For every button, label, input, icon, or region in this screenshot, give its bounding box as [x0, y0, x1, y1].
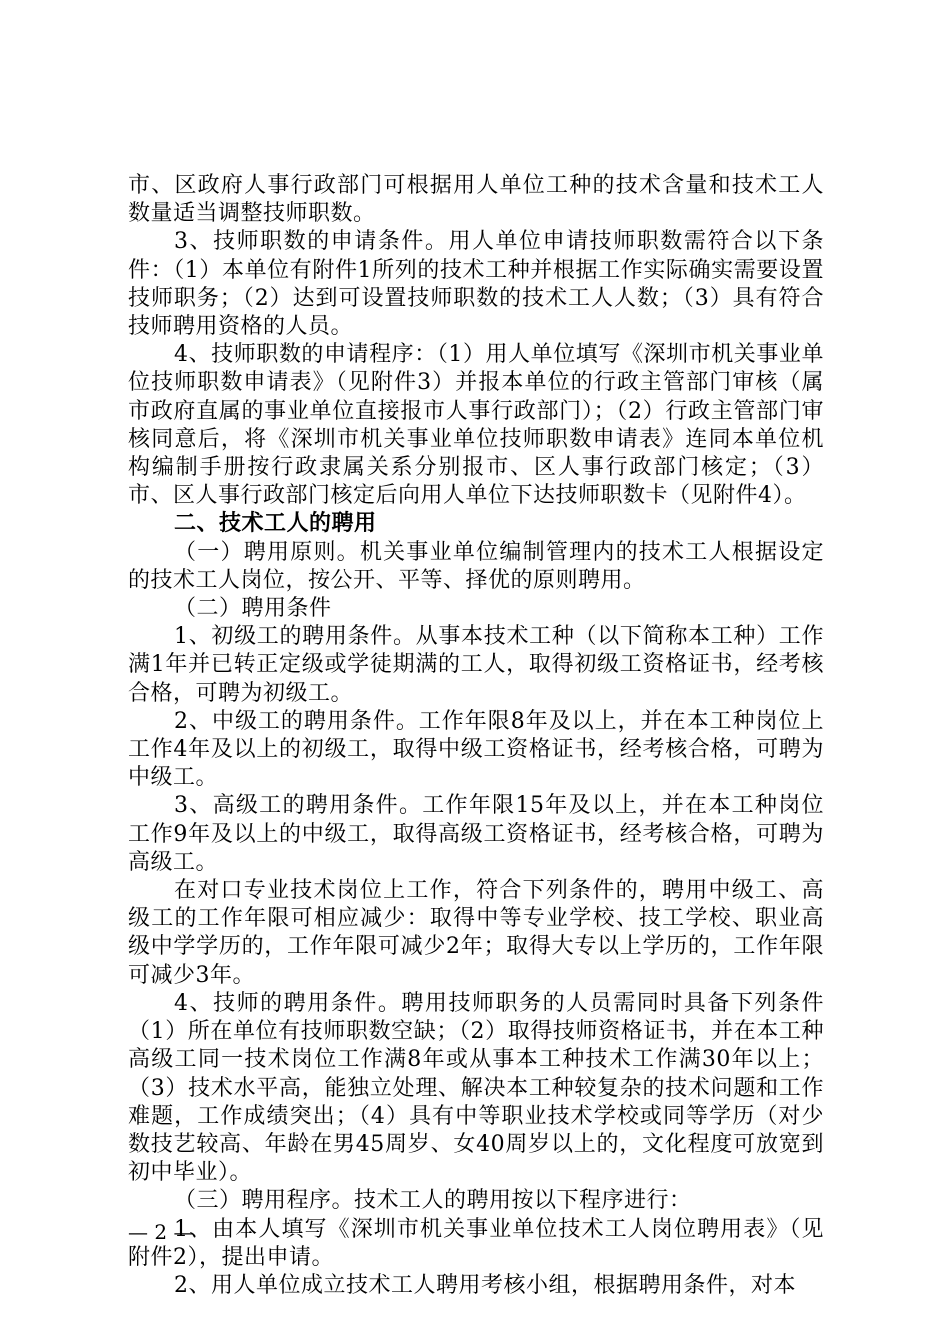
- paragraph: 3、技师职数的申请条件。用人单位申请技师职数需符合以下条件：（1）本单位有附件1所列的技术工种并根据工作实际确实需要设置技师职务；（2）达到可设置技师职数的技术工人人数；（3）具有符合技师聘用资格的人员。: [128, 229, 824, 340]
- paragraph: 1、初级工的聘用条件。从事本技术工种（以下简称本工种）工作满1年并已转正定级或学徒期满的工人，取得初级工资格证书，经考核合格，可聘为初级工。: [128, 624, 824, 706]
- paragraph: （一）聘用原则。机关事业单位编制管理内的技术工人根据设定的技术工人岗位，按公开、平等、择优的原则聘用。: [128, 539, 824, 593]
- paragraph: （三）聘用程序。技术工人的聘用按以下程序进行：: [174, 1188, 692, 1214]
- document-body: [128, 172, 824, 1300]
- paragraph: 在对口专业技术岗位上工作，符合下列条件的，聘用中级工、高级工的工作年限可相应减少：取得中等专业学校、技工学校、职业高级中学学历的，工作年限可减少2年；取得大专以上学历的，工作年限可减少3年。: [128, 878, 824, 988]
- paragraph: 2、中级工的聘用条件。工作年限8年及以上，并在本工种岗位上工作4年及以上的初级工，取得中级工资格证书，经考核合格，可聘为中级工。: [128, 708, 824, 791]
- section-heading: 二、技术工人的聘用: [174, 511, 377, 537]
- paragraph: 4、技师的聘用条件。聘用技师职务的人员需同时具备下列条件（1）所在单位有技师职数空缺；（2）取得技师资格证书，并在本工种高级工同一技术岗位工作满8年或从事本工种技术工作满30年以上；（3）技术水平高，能独立处理、解决本工种较复杂的技术问题和工作难题，工作成绩突出；（4）具有中等职业技术学校或同等学历（对少数技艺较高、年龄在男45周岁、女40周岁以上的，文化程度可放宽到初中毕业）。: [128, 990, 824, 1186]
- paragraph: 3、高级工的聘用条件。工作年限15年及以上，并在本工种岗位工作9年及以上的中级工，取得高级工资格证书，经考核合格，可聘为高级工。: [128, 793, 824, 875]
- page-number: — 2 —: [128, 1220, 194, 1244]
- paragraph: 市、区政府人事行政部门可根据用人单位工种的技术含量和技术工人数量适当调整技师职数。: [128, 173, 824, 227]
- paragraph: 4、技师职数的申请程序：（1）用人单位填写《深圳市机关事业单位技师职数申请表》（见附件3）并报本单位的行政主管部门审核（属市政府直属的事业单位直接报市人事行政部门）；（2）行政主管部门审核同意后，将《深圳市机关事业单位技师职数申请表》连同本单位机构编制手册按行政隶属关系分别报市、区人事行政部门核定；（3）市、区人事行政部门核定后向用人单位下达技师职数卡（见附件4）。: [128, 342, 824, 509]
- subsection-heading: （二）聘用条件: [174, 596, 332, 622]
- paragraph: 1、由本人填写《深圳市机关事业单位技术工人岗位聘用表》（见附件2），提出申请。: [128, 1216, 824, 1270]
- paragraph: 2、用人单位成立技术工人聘用考核小组，根据聘用条件，对本: [174, 1272, 796, 1298]
